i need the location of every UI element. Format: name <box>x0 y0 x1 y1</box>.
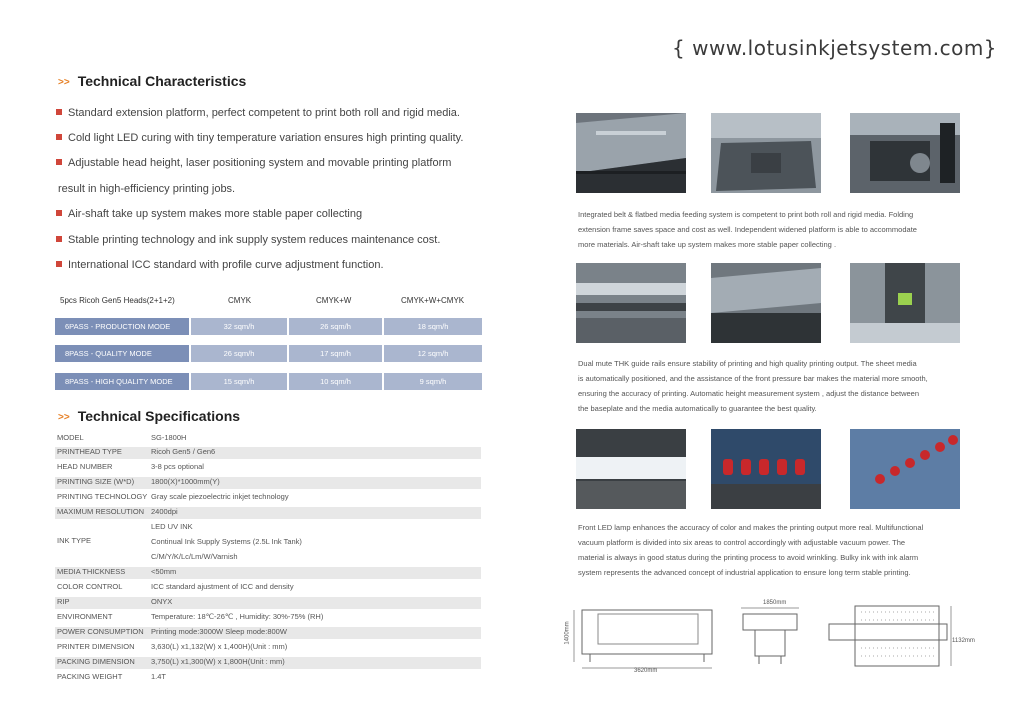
spec-key: PACKING DIMENSION <box>57 657 135 666</box>
photo-extension-frame <box>711 113 821 193</box>
spec-value: 3-8 pcs optional <box>151 462 204 471</box>
speed-mode-cell: 6PASS - PRODUCTION MODE <box>55 318 189 335</box>
speed-value-cell: 10 sqm/h <box>289 373 382 390</box>
heading-arrow-icon: >> <box>58 77 70 88</box>
bullet-square-icon <box>56 261 62 267</box>
spec-value: LED UV INK <box>151 522 193 531</box>
front-view-drawing <box>564 600 718 680</box>
description-guide-rails: Dual mute THK guide rails ensure stability of printing and high quality printing output. The sheet media is automatically positioned, and the assistance of the front pressure bar makes the material more smooth, ensuring the accuracy of printing. Automatic height measurement system , adjust the distance between the baseplate and the media automatically to guarantee the best quality. <box>578 359 928 413</box>
photo-guide-rails <box>576 263 686 343</box>
characteristics-title: Technical Characteristics <box>77 73 247 89</box>
feature-item: Cold light LED curing with tiny temperature variation ensures high printing quality. <box>56 132 463 144</box>
spec-row <box>55 433 481 445</box>
spec-key: PRINTING TECHNOLOGY <box>57 492 148 501</box>
spec-key: MAXIMUM RESOLUTION <box>57 507 145 516</box>
spec-value: Printing mode:3000W Sleep mode:800W <box>151 627 287 636</box>
bullet-square-icon <box>56 210 62 216</box>
spec-row <box>55 642 481 654</box>
speed-value-cell: 17 sqm/h <box>289 345 382 362</box>
spec-value: SG-1800H <box>151 433 187 442</box>
spec-value: Continual Ink Supply Systems (2.5L Ink Tank) <box>151 537 302 546</box>
photo-vacuum-knobs <box>850 429 960 509</box>
speed-value-cell: 9 sqm/h <box>384 373 482 390</box>
specifications-heading <box>58 408 240 424</box>
feature-continuation: result in high-efficiency printing jobs. <box>58 183 236 195</box>
bullet-square-icon <box>56 109 62 115</box>
spec-row-ink-type <box>55 522 481 566</box>
bullet-square-icon <box>56 236 62 242</box>
photo-vacuum-valves <box>711 429 821 509</box>
spec-key: ENVIRONMENT <box>57 612 113 621</box>
spec-value: <50mm <box>151 567 177 576</box>
speed-header-cmykwcmyk: CMYK+W+CMYK <box>401 296 465 305</box>
spec-row <box>55 582 481 594</box>
feature-item: Adjustable head height, laser positioning system and movable printing platform <box>56 157 451 169</box>
speed-value-cell: 18 sqm/h <box>384 318 482 335</box>
spec-key: INK TYPE <box>57 536 92 545</box>
speed-value-cell: 15 sqm/h <box>191 373 287 390</box>
bullet-square-icon <box>56 159 62 165</box>
spec-row <box>55 672 481 684</box>
photo-height-measurement <box>850 263 960 343</box>
spec-value: Temperature: 18℃-26℃ , Humidity: 30%-75% (RH) <box>151 612 324 621</box>
spec-key: PRINTING SIZE (W*D) <box>57 477 135 486</box>
spec-row <box>55 507 481 519</box>
spec-value: ICC standard ajustment of ICC and density <box>151 582 294 591</box>
spec-key: RIP <box>57 597 70 606</box>
description-led-vacuum: Front LED lamp enhances the accuracy of color and makes the printing output more real. Multifunctional vacuum platform is divided into six areas to control accordingly with adjustable vacuum power. The material is always in good status during the printing process to avoid wrinkling. Bulky ink with ink alarm system represents the advanced concept of industrial application to ensure long term stable printing. <box>578 523 924 577</box>
spec-key: POWER CONSUMPTION <box>57 627 144 636</box>
characteristics-heading <box>58 73 246 89</box>
spec-row <box>55 447 481 459</box>
spec-key: MODEL <box>57 433 84 442</box>
spec-key: PRINTHEAD TYPE <box>57 447 122 456</box>
spec-row <box>55 567 481 579</box>
spec-row <box>55 657 481 669</box>
speed-value-cell: 32 sqm/h <box>191 318 287 335</box>
spec-value: 3,630(L) x1,132(W) x 1,400H)(Unit : mm) <box>151 642 288 651</box>
photo-led-lamp <box>576 429 686 509</box>
spec-key: HEAD NUMBER <box>57 462 113 471</box>
photo-media-feeding-platform <box>576 113 686 193</box>
feature-item: International ICC standard with profile curve adjustment function. <box>56 259 384 271</box>
spec-row <box>55 492 481 504</box>
spec-value: Gray scale piezoelectric inkjet technology <box>151 492 289 501</box>
speed-header-cmyk: CMYK <box>228 296 252 305</box>
feature-item: Air-shaft take up system makes more stable paper collecting <box>56 208 362 220</box>
spec-value: C/M/Y/K/Lc/Lm/W/Varnish <box>151 552 238 561</box>
speed-value-cell: 12 sqm/h <box>384 345 482 362</box>
website-url[interactable]: { www.lotusinkjetsystem.com} <box>672 36 998 60</box>
photo-pressure-bar <box>711 263 821 343</box>
front-width-label: 3620mm <box>634 668 658 674</box>
spec-row <box>55 477 481 489</box>
specifications-title: Technical Specifications <box>77 408 241 424</box>
side-width-label: 1850mm <box>763 600 787 606</box>
top-view-drawing <box>825 600 975 675</box>
spec-row <box>55 462 481 474</box>
speed-mode-cell: 8PASS - HIGH QUALITY MODE <box>55 373 189 390</box>
speed-header-cmykw: CMYK+W <box>316 296 352 305</box>
feature-item: Standard extension platform, perfect competent to print both roll and rigid media. <box>56 107 460 119</box>
spec-key: PRINTER DIMENSION <box>57 642 135 651</box>
feature-item: Stable printing technology and ink supply system reduces maintenance cost. <box>56 234 440 246</box>
speed-mode-cell: 8PASS - QUALITY MODE <box>55 345 189 362</box>
photo-air-shaft-takeup <box>850 113 960 193</box>
speed-table-row <box>55 373 482 390</box>
spec-value: Ricoh Gen5 / Gen6 <box>151 447 216 456</box>
spec-key: COLOR CONTROL <box>57 582 123 591</box>
heading-arrow-icon: >> <box>58 412 70 423</box>
top-depth-label: 1132mm <box>952 638 975 644</box>
spec-key: MEDIA THICKNESS <box>57 567 126 576</box>
description-feeding-system: Integrated belt & flatbed media feeding system is competent to print both roll and rigid media. Folding extension frame saves space and cost as well. Independent widened platform is able to accommodate more materials. Air-shaft take up system makes more stable paper collecting . <box>578 210 917 249</box>
spec-value: ONYX <box>151 597 173 606</box>
speed-header-config: 5pcs Ricoh Gen5 Heads(2+1+2) <box>60 296 175 305</box>
spec-key: PACKING WEIGHT <box>57 672 123 681</box>
speed-value-cell: 26 sqm/h <box>289 318 382 335</box>
spec-value: 1.4T <box>151 672 167 681</box>
speed-table-row <box>55 345 482 362</box>
spec-row <box>55 597 481 609</box>
bullet-square-icon <box>56 134 62 140</box>
spec-value: 3,750(L) x1,300(W) x 1,800H(Unit : mm) <box>151 657 285 666</box>
speed-value-cell: 26 sqm/h <box>191 345 287 362</box>
side-view-drawing <box>735 600 805 670</box>
spec-row <box>55 627 481 639</box>
spec-value: 2400dpi <box>151 507 178 516</box>
spec-value: 1800(X)*1000mm(Y) <box>151 477 220 486</box>
spec-row <box>55 612 481 624</box>
speed-table-row <box>55 318 482 335</box>
front-height-label: 1400mm <box>564 621 571 645</box>
